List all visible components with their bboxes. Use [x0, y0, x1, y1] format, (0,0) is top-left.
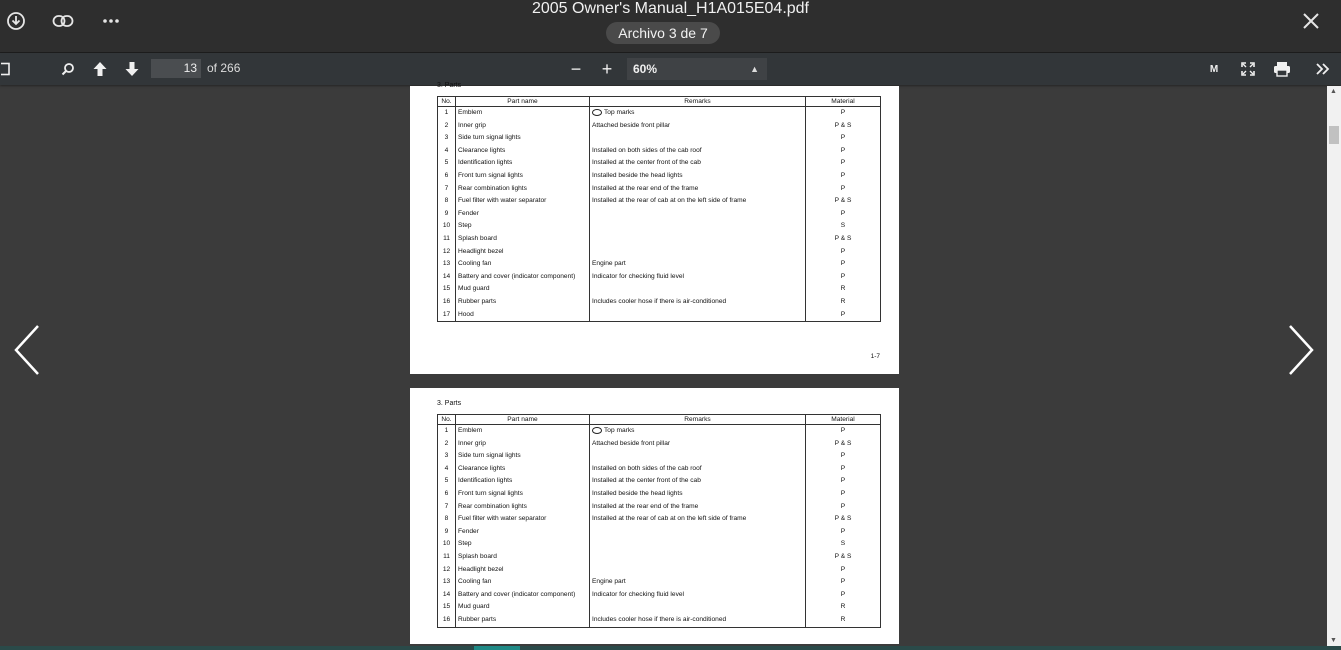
cell-remarks: Installed at the center front of the cab — [590, 475, 806, 488]
select-caret-icon: ▲ — [750, 64, 759, 74]
cell-remarks: Attached beside front pillar — [590, 120, 806, 133]
table-row — [438, 589, 881, 602]
cell-remarks: Engine part — [590, 258, 806, 271]
table-row — [438, 463, 881, 476]
header-material: Material — [806, 97, 881, 107]
header-no: No. — [438, 415, 456, 425]
header-no: No. — [438, 97, 456, 107]
cell-no: 16 — [438, 614, 456, 627]
cell-material: S — [806, 538, 881, 551]
cell-remarks — [590, 283, 806, 296]
table-row — [438, 614, 881, 627]
cell-no: 8 — [438, 195, 456, 208]
cell-no: 16 — [438, 296, 456, 309]
table-row — [438, 233, 881, 246]
cell-no: 12 — [438, 564, 456, 577]
cell-remarks — [590, 538, 806, 551]
header-part-name: Part name — [456, 415, 590, 425]
cell-no: 14 — [438, 271, 456, 284]
table-body — [438, 107, 881, 322]
cell-remarks: Installed beside the head lights — [590, 488, 806, 501]
cell-part-name: Identification lights — [456, 157, 590, 170]
cell-part-name: Rear combination lights — [456, 501, 590, 514]
parts-table — [437, 96, 881, 322]
table-row — [438, 488, 881, 501]
cell-no: 13 — [438, 258, 456, 271]
section-label: 3. Parts — [437, 400, 462, 407]
table-row — [438, 157, 881, 170]
zoom-in-button[interactable]: + — [601, 58, 613, 79]
table-row — [438, 246, 881, 259]
cell-material: P — [806, 258, 881, 271]
cell-part-name: Fuel filter with water separator — [456, 195, 590, 208]
cell-no: 13 — [438, 576, 456, 589]
cell-no: 3 — [438, 450, 456, 463]
cell-remarks — [590, 309, 806, 322]
cell-part-name: Clearance lights — [456, 463, 590, 476]
table-row — [438, 538, 881, 551]
cell-no: 7 — [438, 501, 456, 514]
cell-no: 11 — [438, 233, 456, 246]
table-row — [438, 564, 881, 577]
cell-part-name: Step — [456, 220, 590, 233]
cell-material: P & S — [806, 195, 881, 208]
cell-remarks — [590, 601, 806, 614]
table-row — [438, 450, 881, 463]
cell-no: 1 — [438, 107, 456, 120]
cell-no: 2 — [438, 438, 456, 451]
sidebar-toggle-icon[interactable] — [0, 53, 12, 85]
table-row — [438, 601, 881, 614]
header-part-name: Part name — [456, 97, 590, 107]
cell-remarks — [590, 220, 806, 233]
cell-material: P & S — [806, 233, 881, 246]
cell-material: P — [806, 170, 881, 183]
cell-part-name: Battery and cover (indicator component) — [456, 589, 590, 602]
pdf-page — [410, 82, 899, 374]
cell-remarks — [590, 526, 806, 539]
cell-material: P — [806, 157, 881, 170]
cell-part-name: Emblem — [456, 425, 590, 438]
table-row — [438, 183, 881, 196]
table-row — [438, 551, 881, 564]
table-header-row — [438, 415, 881, 425]
top-mark-icon — [592, 109, 602, 116]
next-page-icon[interactable] — [122, 53, 142, 85]
taskbar-accent — [474, 646, 520, 650]
cell-part-name: Rubber parts — [456, 296, 590, 309]
previous-page-icon[interactable] — [90, 53, 110, 85]
cell-material: P — [806, 145, 881, 158]
page-number-label: 1-7 — [870, 353, 880, 360]
cell-material: P — [806, 576, 881, 589]
cell-material: P — [806, 309, 881, 322]
scroll-up-icon[interactable]: ▲ — [1330, 88, 1337, 95]
cell-no: 3 — [438, 132, 456, 145]
table-row — [438, 220, 881, 233]
previous-file-arrow-icon[interactable] — [12, 322, 42, 378]
header-material: Material — [806, 415, 881, 425]
cell-remarks: Indicator for checking fluid level — [590, 271, 806, 284]
fullscreen-icon[interactable] — [1238, 53, 1258, 85]
cell-material: R — [806, 296, 881, 309]
cell-remarks: Includes cooler hose if there is air-conditioned — [590, 296, 806, 309]
cell-part-name: Step — [456, 538, 590, 551]
cell-no: 2 — [438, 120, 456, 133]
cell-no: 10 — [438, 220, 456, 233]
cell-material: P — [806, 271, 881, 284]
table-row — [438, 501, 881, 514]
cell-remarks: Engine part — [590, 576, 806, 589]
table-row — [438, 107, 881, 120]
next-file-arrow-icon[interactable] — [1286, 322, 1316, 378]
pdf-page — [410, 388, 899, 644]
zoom-select[interactable] — [627, 58, 767, 80]
cell-remarks: Indicator for checking fluid level — [590, 589, 806, 602]
cell-material: R — [806, 614, 881, 627]
cell-no: 5 — [438, 475, 456, 488]
cell-no: 12 — [438, 246, 456, 259]
cell-part-name: Clearance lights — [456, 145, 590, 158]
cell-part-name: Headlight bezel — [456, 564, 590, 577]
cell-part-name: Fuel filter with water separator — [456, 513, 590, 526]
cell-remarks — [590, 450, 806, 463]
remark-text: Top marks — [604, 109, 635, 116]
cell-part-name: Cooling fan — [456, 258, 590, 271]
cell-part-name: Mud guard — [456, 601, 590, 614]
table-row — [438, 309, 881, 322]
section-label: 3. Parts — [437, 82, 462, 89]
cell-material: P — [806, 589, 881, 602]
cell-part-name: Headlight bezel — [456, 246, 590, 259]
cell-part-name: Splash board — [456, 233, 590, 246]
cell-remarks: Attached beside front pillar — [590, 438, 806, 451]
viewer-title-bar — [0, 0, 1341, 53]
cell-part-name: Rear combination lights — [456, 183, 590, 196]
cell-remarks — [590, 208, 806, 221]
vertical-scrollbar[interactable] — [1327, 86, 1341, 646]
cell-material: P — [806, 132, 881, 145]
top-mark-icon — [592, 427, 602, 434]
parts-table — [437, 414, 881, 628]
cell-material: P & S — [806, 120, 881, 133]
cell-remarks: Installed on both sides of the cab roof — [590, 145, 806, 158]
total-pages-label: of 266 — [207, 61, 241, 75]
table-row — [438, 132, 881, 145]
scrollbar-thumb[interactable] — [1329, 126, 1339, 144]
cell-no: 9 — [438, 208, 456, 221]
cell-part-name: Fender — [456, 208, 590, 221]
cell-no: 4 — [438, 463, 456, 476]
table-row — [438, 283, 881, 296]
cell-material: P — [806, 107, 881, 120]
file-counter-badge: Archivo 3 de 7 — [606, 22, 720, 44]
cell-material: P — [806, 183, 881, 196]
cell-material: S — [806, 220, 881, 233]
table-row — [438, 120, 881, 133]
cell-material: P & S — [806, 438, 881, 451]
cell-no: 8 — [438, 513, 456, 526]
cell-material: P — [806, 450, 881, 463]
table-row — [438, 195, 881, 208]
cell-remarks: Installed at the rear of cab at on the left side of frame — [590, 195, 806, 208]
cell-part-name: Splash board — [456, 551, 590, 564]
cell-no: 7 — [438, 183, 456, 196]
scroll-down-icon[interactable]: ▼ — [1330, 637, 1337, 644]
cell-material: P — [806, 488, 881, 501]
table-row — [438, 145, 881, 158]
table-row — [438, 526, 881, 539]
cell-material: P — [806, 463, 881, 476]
header-remarks: Remarks — [590, 97, 806, 107]
cell-part-name: Side turn signal lights — [456, 132, 590, 145]
header-remarks: Remarks — [590, 415, 806, 425]
page-number-input[interactable]: 13 — [151, 59, 201, 78]
cell-material: R — [806, 601, 881, 614]
cell-remarks — [590, 107, 806, 120]
cell-remarks — [590, 132, 806, 145]
cell-no: 14 — [438, 589, 456, 602]
close-icon[interactable] — [1298, 8, 1324, 34]
table-row — [438, 271, 881, 284]
cell-no: 6 — [438, 488, 456, 501]
cell-remarks: Installed at the rear end of the frame — [590, 501, 806, 514]
cell-remarks: Includes cooler hose if there is air-conditioned — [590, 614, 806, 627]
table-row — [438, 208, 881, 221]
zoom-out-button[interactable]: − — [570, 58, 582, 79]
cell-part-name: Cooling fan — [456, 576, 590, 589]
cell-material: R — [806, 283, 881, 296]
cell-remarks: Installed at the rear of cab at on the left side of frame — [590, 513, 806, 526]
cell-part-name: Front turn signal lights — [456, 170, 590, 183]
cell-material: P & S — [806, 513, 881, 526]
print-icon[interactable] — [1271, 53, 1293, 85]
table-body — [438, 425, 881, 628]
cell-part-name: Fender — [456, 526, 590, 539]
cell-part-name: Front turn signal lights — [456, 488, 590, 501]
cell-material: P — [806, 208, 881, 221]
cell-remarks — [590, 551, 806, 564]
cell-remarks: Installed beside the head lights — [590, 170, 806, 183]
cell-part-name: Inner grip — [456, 438, 590, 451]
cell-material: P — [806, 501, 881, 514]
cell-no: 15 — [438, 283, 456, 296]
table-row — [438, 296, 881, 309]
more-tools-icon[interactable] — [1313, 53, 1333, 85]
cell-part-name: Identification lights — [456, 475, 590, 488]
taskbar-strip — [0, 646, 1341, 650]
cell-no: 9 — [438, 526, 456, 539]
cell-remarks — [590, 246, 806, 259]
cell-part-name: Side turn signal lights — [456, 450, 590, 463]
cell-material: P & S — [806, 551, 881, 564]
cell-no: 4 — [438, 145, 456, 158]
cell-material: P — [806, 246, 881, 259]
cell-no: 11 — [438, 551, 456, 564]
cell-no: 1 — [438, 425, 456, 438]
cell-remarks — [590, 425, 806, 438]
table-row — [438, 438, 881, 451]
cell-part-name: Hood — [456, 309, 590, 322]
cell-material: P — [806, 564, 881, 577]
table-row — [438, 576, 881, 589]
cell-no: 17 — [438, 309, 456, 322]
cell-remarks — [590, 233, 806, 246]
table-row — [438, 425, 881, 438]
cell-no: 6 — [438, 170, 456, 183]
table-row — [438, 170, 881, 183]
cell-no: 10 — [438, 538, 456, 551]
cell-material: P — [806, 425, 881, 438]
cell-material: P — [806, 526, 881, 539]
m-label[interactable]: M — [1209, 63, 1219, 75]
cell-part-name: Inner grip — [456, 120, 590, 133]
cell-no: 15 — [438, 601, 456, 614]
cell-no: 5 — [438, 157, 456, 170]
cell-part-name: Battery and cover (indicator component) — [456, 271, 590, 284]
table-row — [438, 258, 881, 271]
cell-remarks — [590, 564, 806, 577]
cell-remarks: Installed at the center front of the cab — [590, 157, 806, 170]
table-row — [438, 513, 881, 526]
cell-part-name: Rubber parts — [456, 614, 590, 627]
search-icon[interactable] — [58, 53, 78, 85]
remark-text: Top marks — [604, 427, 635, 434]
cell-part-name: Mud guard — [456, 283, 590, 296]
cell-material: P — [806, 475, 881, 488]
cell-remarks: Installed on both sides of the cab roof — [590, 463, 806, 476]
table-header-row — [438, 97, 881, 107]
cell-remarks: Installed at the rear end of the frame — [590, 183, 806, 196]
cell-part-name: Emblem — [456, 107, 590, 120]
table-row — [438, 475, 881, 488]
document-title: 2005 Owner's Manual_H1A015E04.pdf — [531, 0, 809, 17]
zoom-value: 60% — [633, 62, 658, 76]
